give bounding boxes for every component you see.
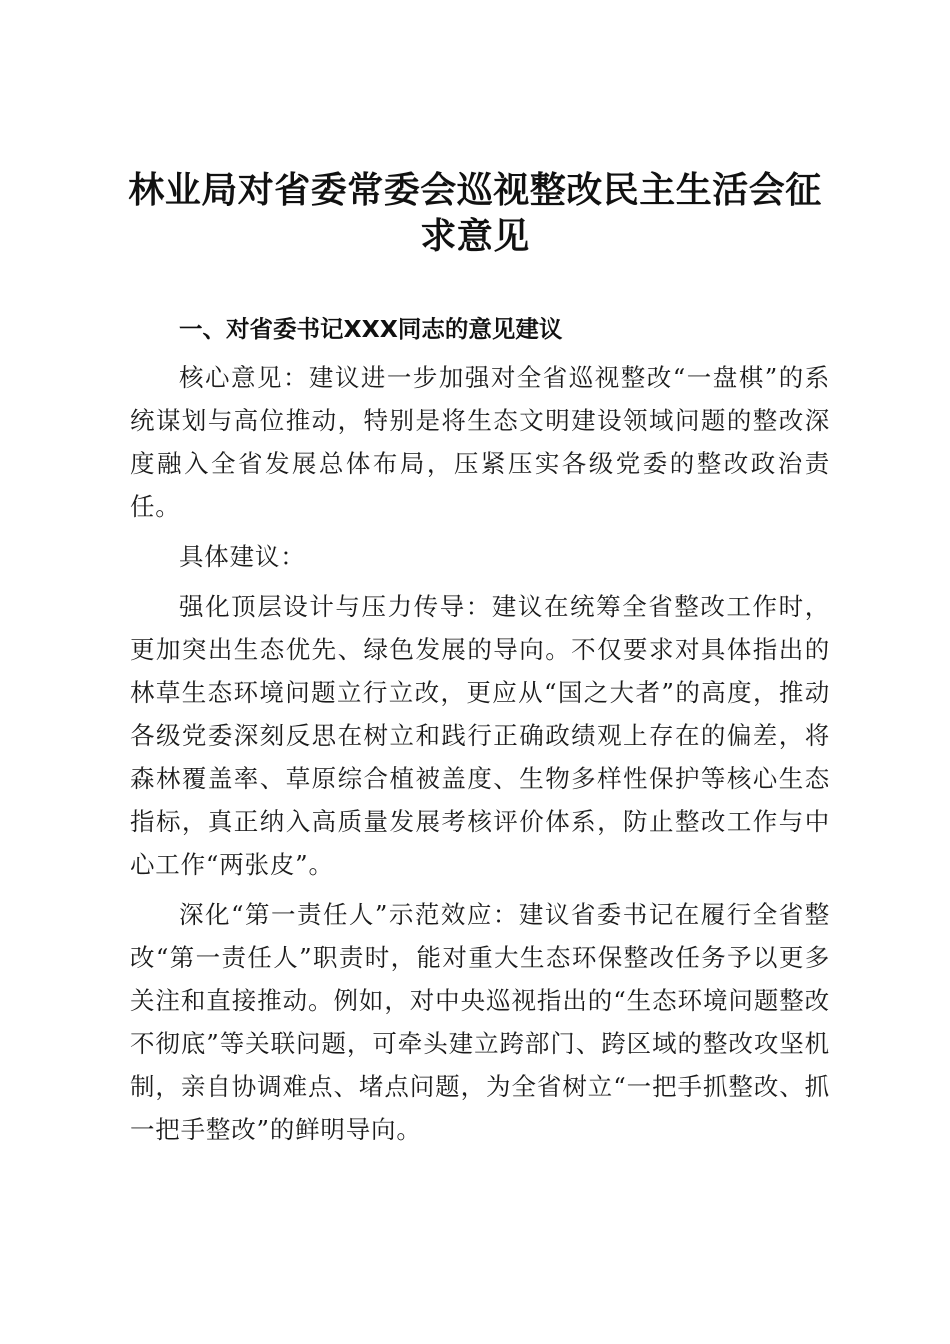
document-title: 林业局对省委常委会巡视整改民主生活会征求意见 xyxy=(128,169,822,257)
specific-suggestions-label: 具体建议： xyxy=(179,542,306,571)
suggestion-paragraph-2: 深化“第一责任人”示范效应：建议省委书记在履行全省整改“第一责任人”职责时，能对重大生态环保整改任务予以更多关注和直接推动。例如，对中央巡视指出的“生态环境问题整改不彻底”等关联问题，可牵头建立跨部门、跨区域的整改攻坚机制，亲自协调难点、堵点问题，为全省树立“一把手抓整改、抓一把手整改”的鲜明导向。 xyxy=(130,900,830,1144)
suggestion-paragraph-1: 强化顶层设计与压力传导：建议在统筹全省整改工作时，更加突出生态优先、绿色发展的导向。不仅要求对具体指出的林草生态环境问题立行立改，更应从“国之大者”的高度，推动各级党委深刻反思在树立和践行正确政绩观上存在的偏差，将森林覆盖率、草原综合植被盖度、生物多样性保护等核心生态指标，真正纳入高质量发展考核评价体系，防止整改工作与中心工作“两张皮”。 xyxy=(130,592,830,879)
document-body xyxy=(130,310,830,1158)
core-opinion-paragraph: 核心意见：建议进一步加强对全省巡视整改“一盘棋”的系统谋划与高位推动，特别是将生态文明建设领域问题的整改深度融入全省发展总体布局，压紧压实各级党委的整改政治责任。 xyxy=(130,363,830,521)
section-heading: 一、对省委书记XXX同志的意见建议 xyxy=(179,315,563,343)
